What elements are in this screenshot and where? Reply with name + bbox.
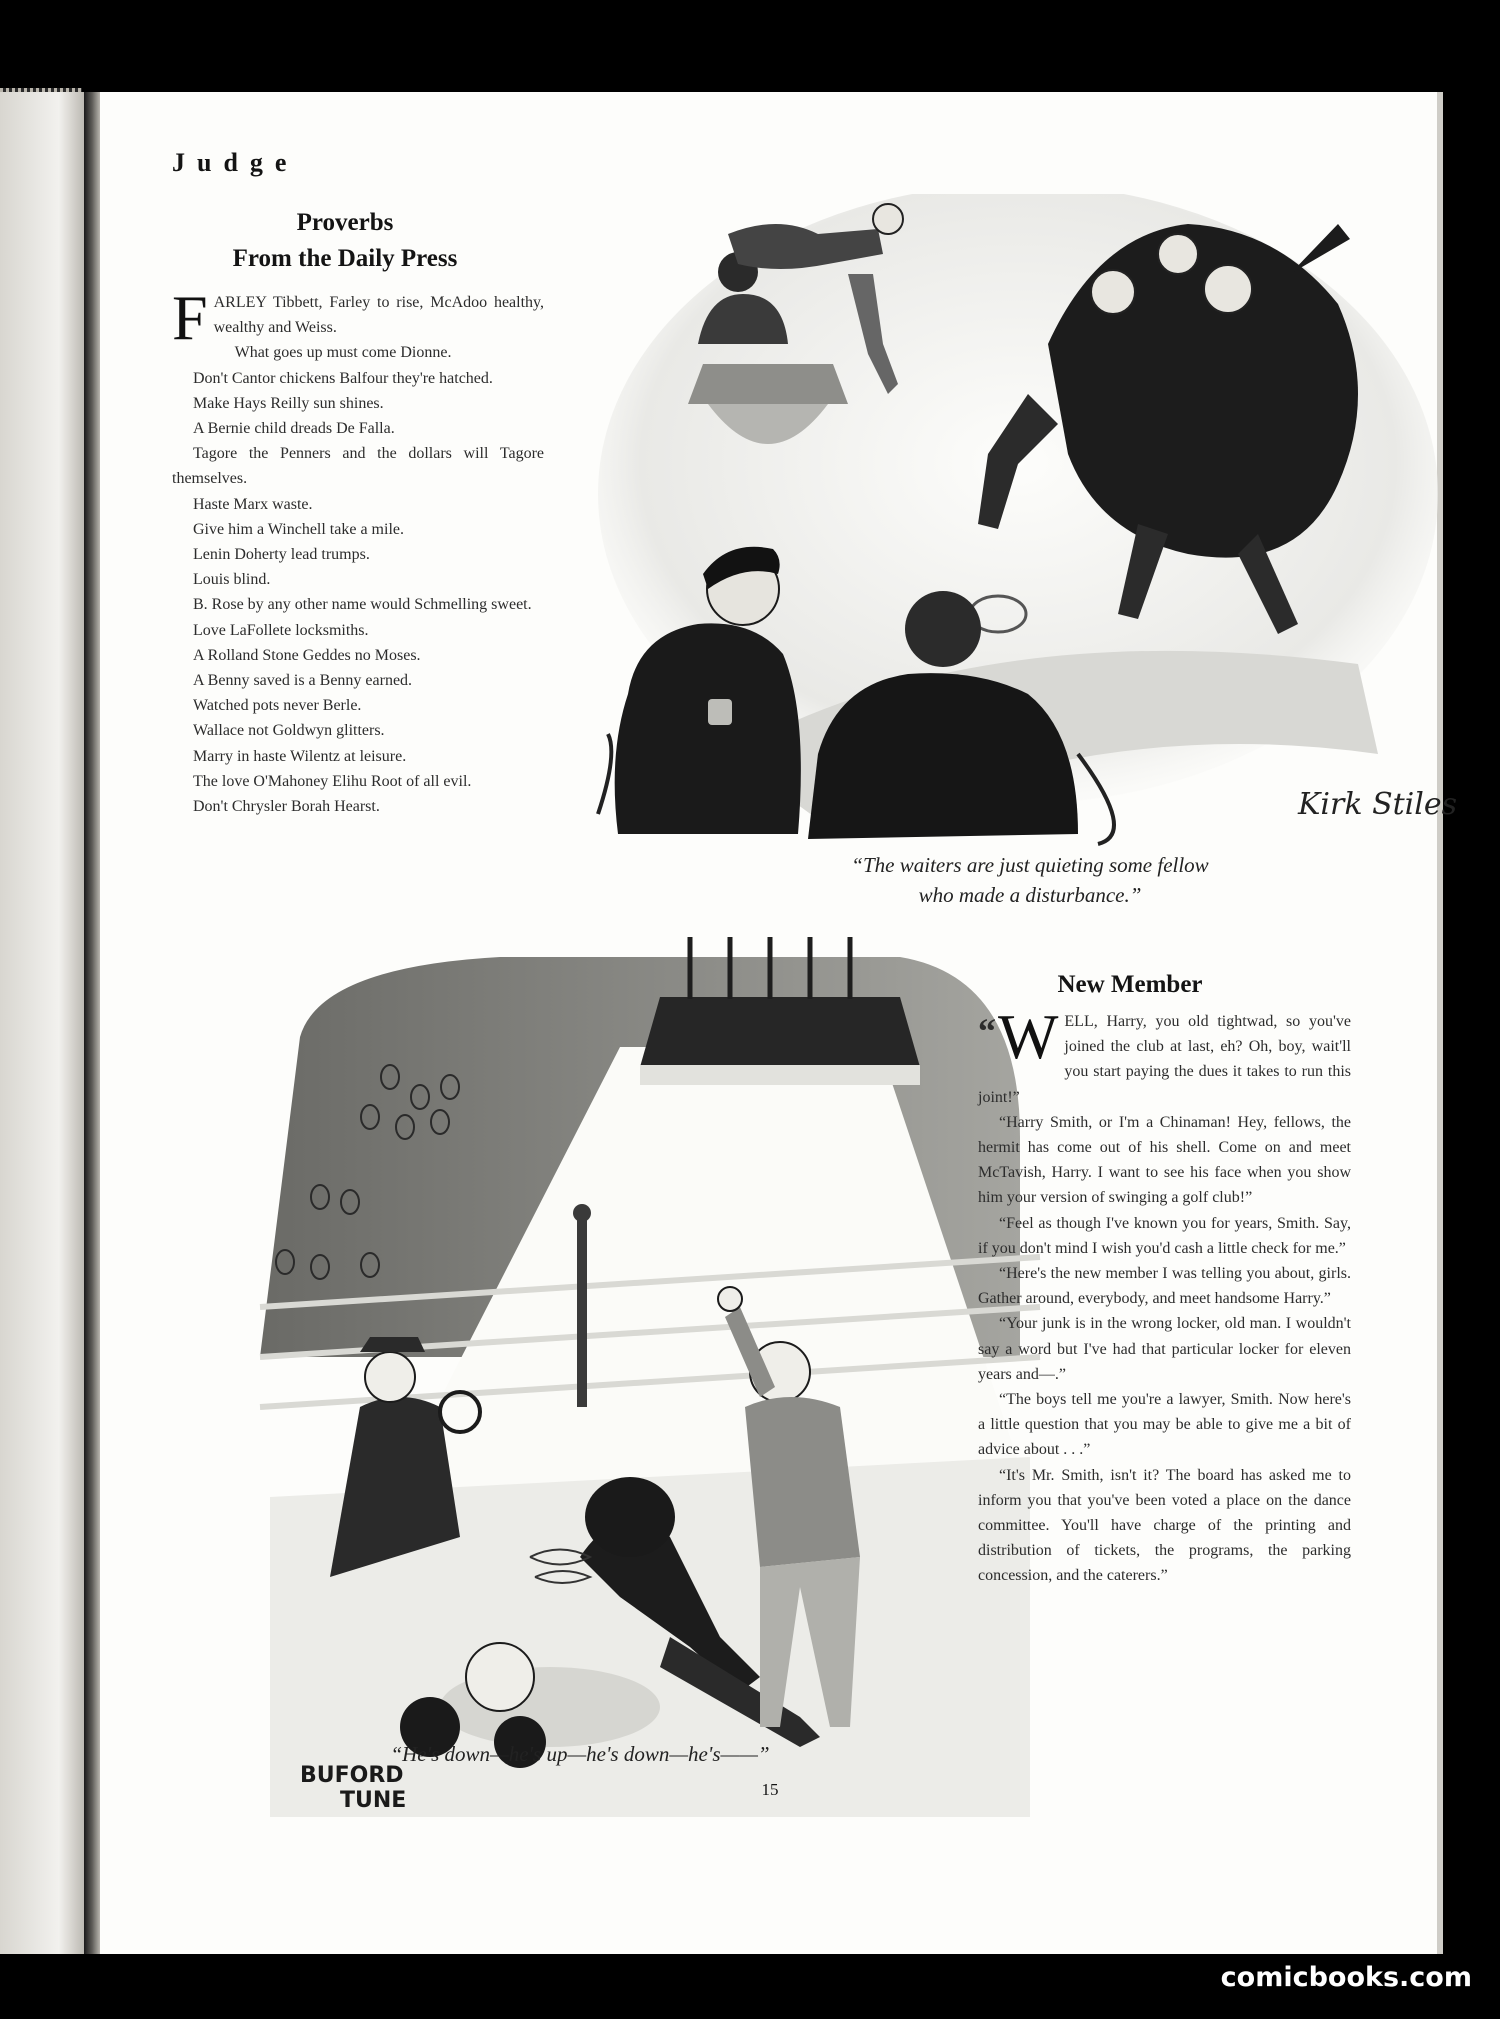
book-gutter — [84, 92, 100, 1954]
paragraph: The love O'Mahoney Elihu Root of all evil. — [193, 772, 472, 790]
paragraph: “Your junk is in the wrong locker, old man. I wouldn't say a word but I've had that particular locker for eleven years and—.” — [978, 1315, 1351, 1383]
proverbs-title — [160, 205, 530, 277]
drop-cap: W — [998, 1001, 1059, 1072]
nightclub-cartoon — [578, 194, 1468, 954]
paragraph: “Harry Smith, or I'm a Chinaman! Hey, fellows, the hermit has come out of his shell. Come on and meet McTavish, Harry. I want to see his face when you show him your version of swinging a golf club!” — [978, 1113, 1351, 1207]
paragraph: Make Hays Reilly sun shines. — [193, 394, 384, 412]
caption-line: who made a disturbance.” — [918, 883, 1142, 907]
title-line: Proverbs — [296, 209, 394, 236]
paragraph: Give him a Winchell take a mile. — [193, 520, 404, 538]
boxing-cartoon — [200, 937, 1050, 1822]
nightclub-caption — [680, 850, 1380, 910]
paragraph: Tagore the Penners and the dollars will Tagore themselves. — [172, 445, 544, 488]
paragraph: A Benny saved is a Benny earned. — [193, 672, 413, 690]
facing-page-edge — [0, 92, 84, 1954]
paragraph: Love LaFollete locksmiths. — [193, 621, 369, 639]
new-member-title: New Member — [1057, 971, 1203, 998]
boxing-caption: “He's down—he's up—he's down—he's——” — [390, 1742, 770, 1766]
paragraph: B. Rose by any other name would Schmelling sweet. — [193, 596, 532, 614]
paragraph: “It's Mr. Smith, isn't it? The board has asked me to inform you that you've been voted a place on the dance committee. You'll have charge of the printing and distribution of tickets, the programs, the parking concession, and the caterers.” — [978, 1466, 1351, 1585]
paragraph: A Bernie child dreads De Falla. — [193, 420, 395, 438]
paragraph: What goes up must come Dionne. — [234, 344, 452, 362]
paragraph: Don't Cantor chickens Balfour they're hatched. — [193, 369, 493, 387]
paragraph: “Here's the new member I was telling you about, girls. Gather around, everybody, and meet handsome Harry.” — [978, 1265, 1351, 1308]
title-line: From the Daily Press — [232, 245, 458, 272]
paragraph: Don't Chrysler Borah Hearst. — [193, 798, 380, 816]
proverbs-article — [172, 282, 544, 819]
paragraph: A Rolland Stone Geddes no Moses. — [193, 646, 421, 664]
paragraph: Lenin Doherty lead trumps. — [193, 546, 370, 564]
paragraph: Louis blind. — [193, 571, 271, 589]
paragraph: “Feel as though I've known you for years, Smith. Say, if you don't mind I wish you'd cash a little check for me.” — [978, 1214, 1351, 1257]
paragraph: Marry in haste Wilentz at leisure. — [193, 747, 407, 765]
paragraph — [978, 1001, 1351, 1110]
paragraph: Haste Marx waste. — [193, 495, 313, 513]
artist-signature: TUNE — [340, 1788, 407, 1813]
paragraph: Watched pots never Berle. — [193, 697, 362, 715]
masthead: Judge — [172, 148, 299, 177]
artist-signature: Kirk Stiles — [1298, 787, 1458, 822]
artist-signature: BUFORD — [300, 1763, 404, 1788]
new-member-article — [978, 1001, 1351, 1589]
paragraph-text: ELL, Harry, you old tightwad, so you've joined the club at last, eh? Oh, boy, wait'll you start paying the dues it takes to run this joint!” — [978, 1013, 1351, 1106]
page-number: 15 — [761, 1780, 779, 1799]
paragraph: Wallace not Goldwyn glitters. — [193, 722, 385, 740]
paragraph: “The boys tell me you're a lawyer, Smith. Now here's a little question that you may be able to give me a bit of advice about . . .” — [978, 1391, 1351, 1459]
site-watermark: comicbooks.com — [1220, 1962, 1472, 1993]
paragraph-text: ARLEY Tibbett, Farley to rise, McAdoo healthy, wealthy and Weiss. — [213, 294, 544, 337]
caption-line: “The waiters are just quieting some fellow — [851, 853, 1209, 877]
open-quote: “ — [978, 1011, 996, 1051]
drop-cap: F — [172, 282, 208, 353]
magazine-page — [100, 92, 1458, 1954]
